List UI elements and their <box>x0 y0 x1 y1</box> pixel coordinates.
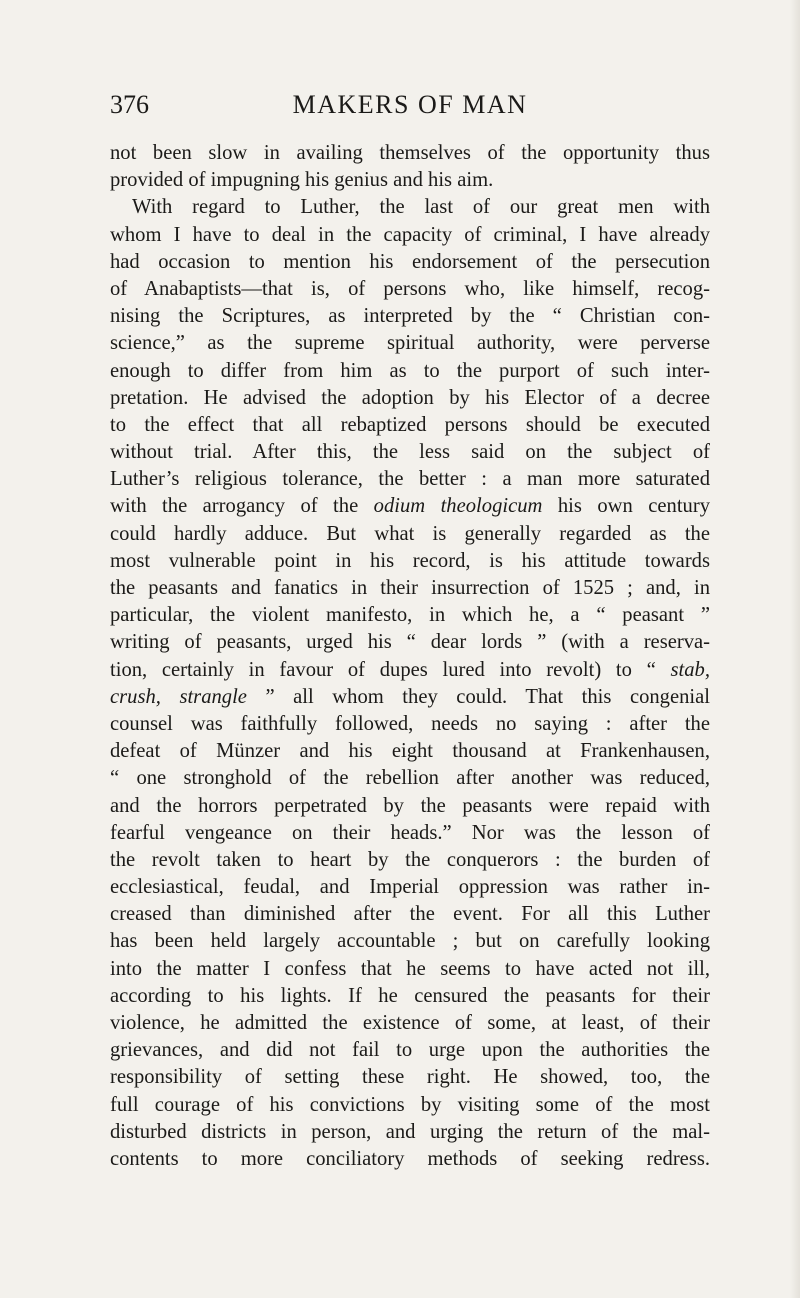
text-line: without trial. After this, the less said on the subject of <box>110 441 710 464</box>
text-line: creased than diminished after the event. For all this Luther <box>110 903 710 926</box>
text-line: into the matter I confess that he seems to have acted not ill, <box>110 957 710 980</box>
text-line: most vulnerable point in his record, is his attitude towards <box>110 549 710 572</box>
text-line: whom I have to deal in the capacity of criminal, I have already <box>110 223 710 246</box>
text-line: the peasants and fanatics in their insurrection of 1525 ; and, in <box>110 577 710 599</box>
text-line: fearful vengeance on their heads.” Nor was the lesson of <box>110 821 710 844</box>
text-line: nising the Scriptures, as interpreted by the “ Christian con- <box>110 305 710 328</box>
text-line: according to his lights. If he censured the peasants for their <box>110 984 710 1007</box>
page-number: 376 <box>110 90 149 119</box>
running-head <box>110 88 710 122</box>
text-line: full courage of his convictions by visiting some of the most <box>110 1093 710 1116</box>
text-line: contents to more conciliatory methods of seeking redress. <box>110 1147 710 1170</box>
text-line: not been slow in availing themselves of the opportunity thus <box>110 142 710 164</box>
text-line: tion, certainly in favour of dupes lured into revolt) to “ stab, <box>110 658 710 681</box>
text-line: and the horrors perpetrated by the peasants were repaid with <box>110 794 710 817</box>
text-line: disturbed districts in person, and urging the return of the mal- <box>110 1120 710 1143</box>
italic-phrase: stab, <box>670 658 710 681</box>
text-line: science,” as the supreme spiritual authority, were perverse <box>110 332 710 355</box>
text-line: has been held largely accountable ; but on carefully looking <box>110 930 710 953</box>
text-line: could hardly adduce. But what is generally regarded as the <box>110 522 710 545</box>
text-line: particular, the violent manifesto, in which he, a “ peasant ” <box>110 604 710 627</box>
text-line: Luther’s religious tolerance, the better : a man more saturated <box>110 468 710 491</box>
text-line: violence, he admitted the existence of some, at least, of their <box>110 1012 710 1034</box>
text-line: responsibility of setting these right. He showed, too, the <box>110 1066 710 1089</box>
running-title: MAKERS OF MAN <box>292 90 528 119</box>
text-line: “ one stronghold of the rebellion after another was reduced, <box>110 767 710 790</box>
text-line: ecclesiastical, feudal, and Imperial oppression was rather in- <box>110 876 710 899</box>
body-text <box>110 140 710 1173</box>
italic-phrase: crush, strangle <box>110 685 247 708</box>
text-line: the revolt taken to heart by the conquerors : the burden of <box>110 848 710 871</box>
text-line: writing of peasants, urged his “ dear lords ” (with a reserva- <box>110 631 710 654</box>
text-line: with the arrogancy of the odium theologicum his own century <box>110 495 711 518</box>
text-line: grievances, and did not fail to urge upon the authorities the <box>110 1039 710 1062</box>
text-line: counsel was faithfully followed, needs no saying : after the <box>110 712 710 735</box>
text-line: defeat of Münzer and his eight thousand at Frankenhausen, <box>110 740 710 763</box>
text-line: had occasion to mention his endorsement of the persecution <box>110 250 710 273</box>
italic-phrase: odium theologicum <box>373 495 543 518</box>
text-line: pretation. He advised the adoption by his Elector of a decree <box>110 386 710 409</box>
text-line: to the effect that all rebaptized persons should be executed <box>110 413 710 436</box>
text-line: With regard to Luther, the last of our great men with <box>132 196 710 219</box>
text-line: of Anabaptists—that is, of persons who, like himself, recog- <box>110 277 710 300</box>
page-edge <box>790 0 800 1298</box>
text-line: enough to differ from him as to the purport of such inter- <box>110 359 710 382</box>
text-line: crush, strangle ” all whom they could. That this congenial <box>110 685 710 708</box>
text-line: provided of impugning his genius and his aim. <box>110 169 494 192</box>
